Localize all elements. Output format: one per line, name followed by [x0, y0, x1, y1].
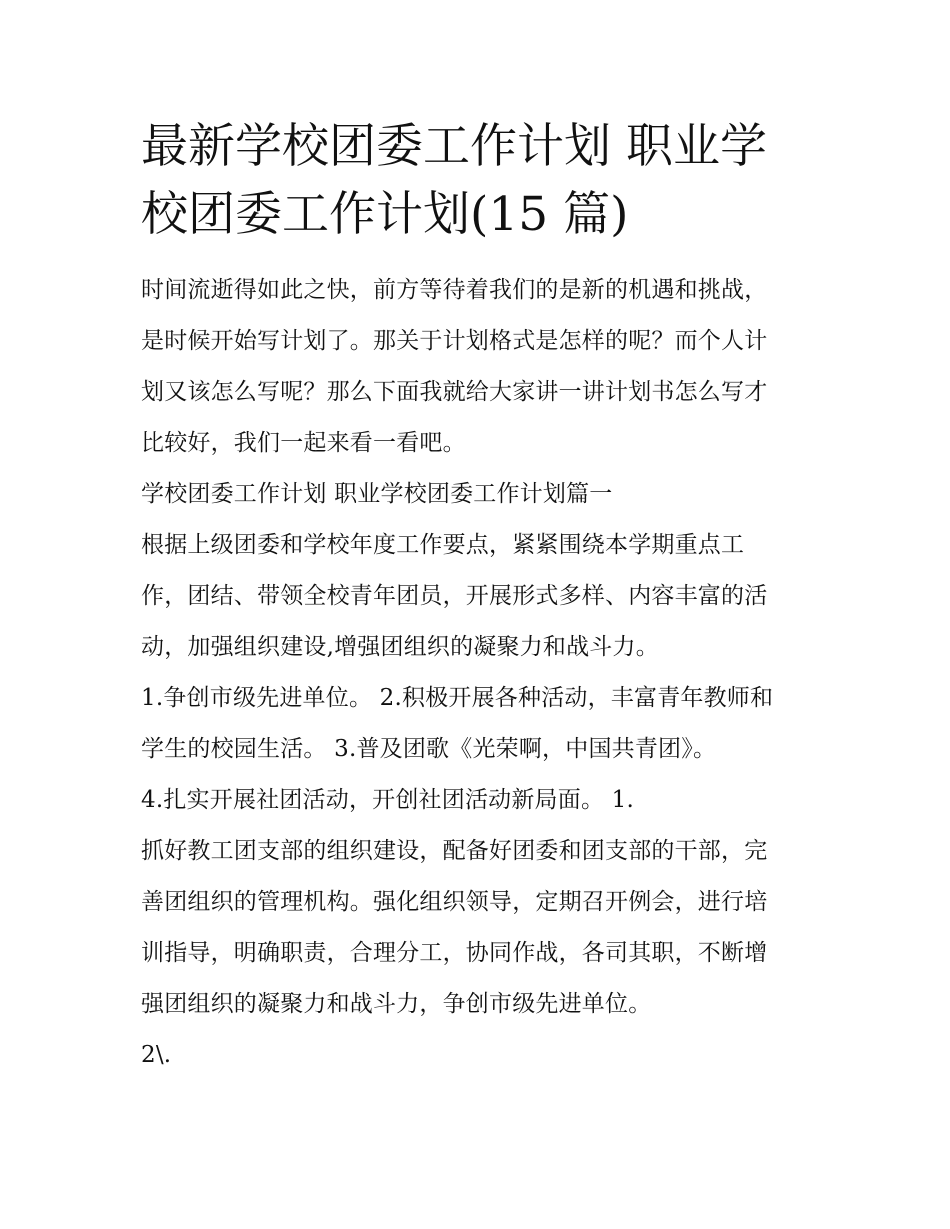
title-line-2: 校团委工作计划(15 篇) [141, 187, 629, 242]
body-line: 作，团结、带领全校青年团员，开展形式多样、内容丰富的活 [141, 583, 768, 609]
body-line: 善团组织的管理机构。强化组织领导，定期召开例会，进行培 [141, 889, 768, 915]
body-line: 4.扎实开展社团活动，开创社团活动新局面。 1. [141, 787, 634, 813]
body-line: 抓好教工团支部的组织建设，配备好团委和团支部的干部，完 [141, 838, 768, 864]
body-line: 学生的校园生活。 3.普及团歌《光荣啊，中国共青团》。 [141, 736, 717, 762]
body-line: 是时候开始写计划了。那关于计划格式是怎样的呢？而个人计 [141, 328, 768, 354]
title-line-1: 最新学校团委工作计划 职业学 [141, 119, 767, 174]
body-line: 动，加强组织建设,增强团组织的凝聚力和战斗力。 [141, 634, 659, 660]
section-heading: 学校团委工作计划 职业学校团委工作计划篇一 [141, 481, 613, 507]
body-line: 训指导，明确职责，合理分工，协同作战，各司其职，不断增 [141, 940, 768, 966]
body-line: 比较好，我们一起来看一看吧。 [141, 430, 466, 456]
body-line: 1.争创市级先进单位。 2.积极开展各种活动，丰富青年教师和 [141, 685, 774, 711]
document-title [141, 113, 811, 249]
body-line: 划又该怎么写呢？那么下面我就给大家讲一讲计划书怎么写才 [141, 379, 768, 405]
body-line: 2\. [141, 1042, 172, 1068]
body-line: 强团组织的凝聚力和战斗力，争创市级先进单位。 [141, 991, 652, 1017]
document-body [141, 265, 811, 1081]
body-line: 根据上级团委和学校年度工作要点，紧紧围绕本学期重点工 [141, 532, 745, 558]
body-line: 时间流逝得如此之快，前方等待着我们的是新的机遇和挑战， [141, 277, 768, 303]
document-content [141, 113, 811, 1081]
